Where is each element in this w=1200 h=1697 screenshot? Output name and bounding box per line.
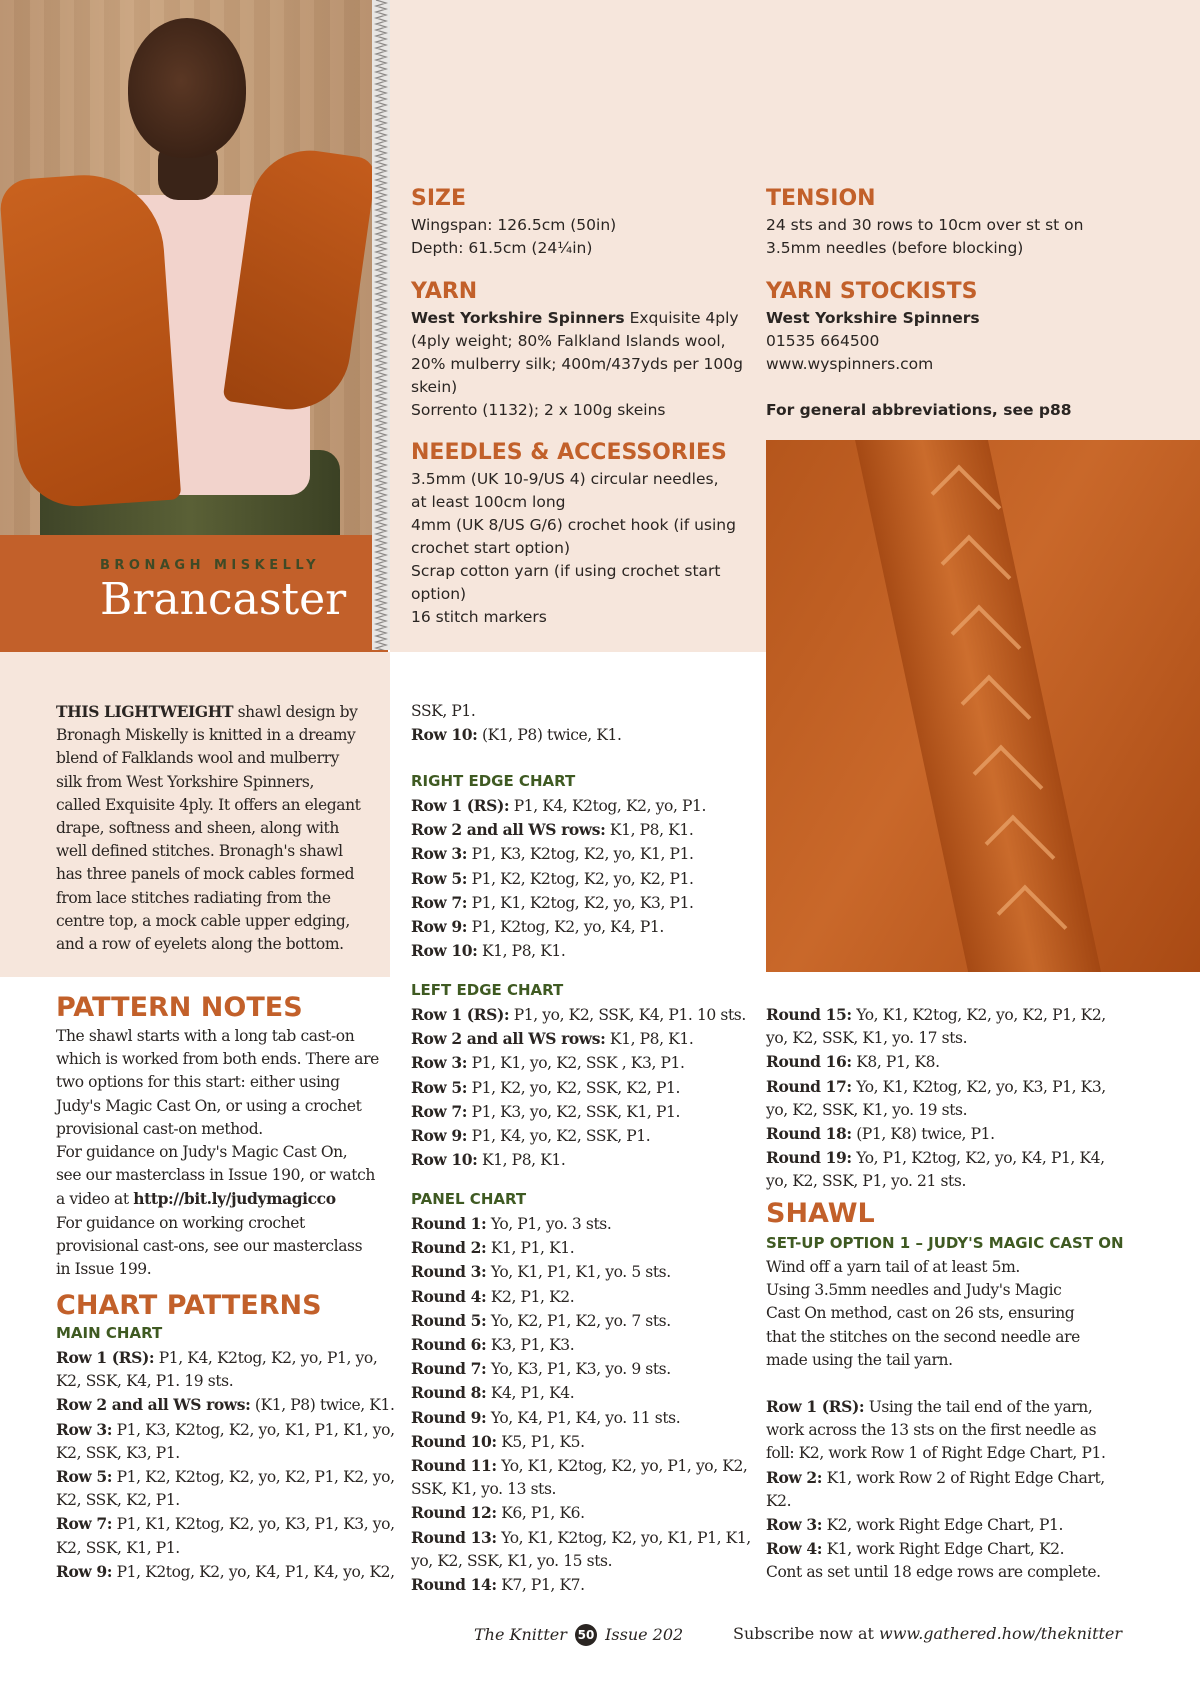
footer-subscribe: Subscribe now at www.gathered.how/theknitter [733,1624,1123,1643]
yarn-heading: YARN [411,279,478,304]
instruction-row: Row 7: P1, K3, yo, K2, SSK, K1, P1. [411,1101,680,1121]
main-chart-heading: MAIN CHART [56,1324,163,1342]
instruction-row: Row 1 (RS): P1, K4, K2tog, K2, yo, P1, yo, [56,1348,378,1367]
instruction-row: K2, SSK, K3, P1. [56,1443,180,1462]
instruction-row: Cont as set until 18 edge rows are complete. [766,1563,1101,1582]
panel-chart-rows-continued [766,1003,1106,1194]
main-chart-rows [56,1346,396,1584]
stockists-heading: YARN STOCKISTS [766,279,978,304]
instruction-row: Round 2: K1, P1, K1. [411,1238,575,1258]
instruction-row: Row 2: K1, work Row 2 of Right Edge Chart, [766,1467,1105,1487]
abbreviations-note: For general abbreviations, see p88 [766,401,1072,419]
instruction-row: Round 13: Yo, K1, K2tog, K2, yo, K1, P1, K1, [411,1527,751,1547]
pattern-notes-heading: PATTERN NOTES [56,992,303,1023]
shawl-rows [766,1395,1106,1585]
instruction-row: Round 19: Yo, P1, K2tog, K2, yo, K4, P1, K4, [766,1148,1105,1168]
instruction-row: work across the 13 sts on the first needle as [766,1421,1097,1440]
instruction-row: Row 10: K1, P8, K1. [411,941,566,961]
instruction-row: Round 4: K2, P1, K2. [411,1286,575,1306]
instruction-row: SSK, P1. [411,702,476,720]
chart-patterns-heading: CHART PATTERNS [56,1290,322,1321]
instruction-row: Row 10: K1, P8, K1. [411,1150,566,1170]
instruction-row: Row 5: P1, K2, yo, K2, SSK, K2, P1. [411,1077,680,1097]
magazine-name: The Knitter [474,1625,567,1644]
instruction-row: Round 9: Yo, K4, P1, K4, yo. 11 sts. [411,1407,681,1427]
instruction-row: yo, K2, SSK, K1, yo. 15 sts. [411,1551,613,1570]
instruction-row: Row 1 (RS): P1, yo, K2, SSK, K4, P1. 10 sts. [411,1005,746,1024]
video-link[interactable]: http://bit.ly/judymagicco [133,1189,336,1209]
left-edge-chart-heading: LEFT EDGE CHART [411,981,564,999]
issue-number: Issue 202 [605,1625,684,1644]
instruction-row: Round 14: K7, P1, K7. [411,1575,585,1595]
instruction-row: Row 2 and all WS rows: K1, P8, K1. [411,1029,694,1049]
model-photo [0,0,388,535]
tension-heading: TENSION [766,186,876,211]
instruction-row: yo, K2, SSK, K1, yo. 17 sts. [766,1029,968,1048]
instruction-row: Row 3: P1, K1, yo, K2, SSK , K3, P1. [411,1053,685,1073]
instruction-row: Round 3: Yo, K1, P1, K1, yo. 5 sts. [411,1262,671,1282]
instruction-row: Round 12: K6, P1, K6. [411,1503,585,1523]
instruction-row: Row 7: P1, K1, K2tog, K2, yo, K3, P1, K3, yo, [56,1514,395,1534]
left-edge-chart-rows [411,1003,761,1172]
designer-name: BRONAGH MISKELLY [100,558,321,573]
instruction-row: Row 5: P1, K2, K2tog, K2, yo, K2, P1. [411,868,694,888]
stitch-detail-photo [766,440,1200,972]
instruction-row: Round 6: K3, P1, K3. [411,1335,575,1355]
instruction-row: Row 3: P1, K3, K2tog, K2, yo, K1, P1, K1, yo, [56,1419,395,1439]
instruction-row: yo, K2, SSK, P1, yo. 21 sts. [766,1172,966,1191]
instruction-row: Round 8: K4, P1, K4. [411,1383,575,1403]
footer-issue [474,1624,683,1646]
right-edge-chart-heading: RIGHT EDGE CHART [411,772,576,790]
instruction-row: K2, SSK, K2, P1. [56,1491,180,1510]
instruction-row: Row 9: P1, K2tog, K2, yo, K4, P1. [411,917,664,937]
instruction-row: Round 10: K5, P1, K5. [411,1431,585,1451]
page-number: 50 [575,1624,597,1646]
instruction-row: Row 3: K2, work Right Edge Chart, P1. [766,1515,1063,1535]
instruction-row: Row 1 (RS): P1, K4, K2tog, K2, yo, P1. [411,796,707,815]
stockists-details: West Yorkshire Spinners 01535 664500 www.wyspinners.com For general abbreviations, see p88 [766,309,1072,419]
setup-option-heading: SET-UP OPTION 1 – JUDY'S MAGIC CAST ON [766,1234,1124,1252]
instruction-row: Round 16: K8, P1, K8. [766,1052,940,1072]
instruction-row: Row 5: P1, K2, K2tog, K2, yo, K2, P1, K2, yo, [56,1467,395,1487]
instruction-row: Round 11: Yo, K1, K2tog, K2, yo, P1, yo, K2, [411,1456,748,1476]
instruction-row: Row 9: P1, K4, yo, K2, SSK, P1. [411,1126,651,1146]
main-chart-rows-continued [411,700,761,747]
size-heading: SIZE [411,186,467,211]
instruction-row: Round 17: Yo, K1, K2tog, K2, yo, K3, P1, K3, [766,1076,1106,1096]
right-edge-chart-rows [411,794,761,963]
intro-paragraph: THIS LIGHTWEIGHT shawl design by Bronagh Miskelly is knitted in a dreamy blend of Falklands wool and mulberry silk from West Yorkshire Spinners, called Exquisite 4ply. It offers an elegant drape, softness and sheen, along with well defined stitches. Bronagh's shawl has three panels of mock cables formed from lace stitches radiating from the centre top, a mock cable upper edging, and a row of eyelets along the bottom. [56,702,361,954]
instruction-row: Row 9: P1, K2tog, K2, yo, K4, P1, K4, yo, K2, [56,1561,395,1581]
instruction-row: K2, SSK, K4, P1. 19 sts. [56,1372,234,1391]
instruction-row: Round 1: Yo, P1, yo. 3 sts. [411,1214,612,1233]
needles-details: 3.5mm (UK 10-9/US 4) circular needles, at least 100cm long 4mm (UK 8/US G/6) crochet hook (if using crochet start option) Scrap cotton yarn (if using crochet start option) 16 stitch markers [411,470,736,626]
subscribe-link[interactable]: www.gathered.how/theknitter [879,1624,1123,1643]
instruction-row: yo, K2, SSK, K1, yo. 19 sts. [766,1100,968,1119]
pattern-title: Brancaster [100,574,347,625]
instruction-row: Round 7: Yo, K3, P1, K3, yo. 9 sts. [411,1359,671,1379]
needles-heading: NEEDLES & ACCESSORIES [411,440,727,465]
instruction-row: Round 18: (P1, K8) twice, P1. [766,1124,995,1144]
instruction-row: Row 1 (RS): Using the tail end of the yarn, [766,1397,1093,1416]
instruction-row: Row 3: P1, K3, K2tog, K2, yo, K1, P1. [411,844,694,864]
instruction-row: Round 5: Yo, K2, P1, K2, yo. 7 sts. [411,1310,671,1330]
tension-details: 24 sts and 30 rows to 10cm over st st on 3.5mm needles (before blocking) [766,216,1084,257]
size-details: Wingspan: 126.5cm (50in) Depth: 61.5cm (24¼in) [411,216,617,257]
instruction-row: Row 2 and all WS rows: (K1, P8) twice, K1. [56,1395,395,1415]
yarn-details: West Yorkshire Spinners Exquisite 4ply (4ply weight; 80% Falkland Islands wool, 20% mulberry silk; 400m/437yds per 100g skein) Sorrento (1132); 2 x 100g skeins [411,309,743,419]
instruction-row: K2, SSK, K1, P1. [56,1538,180,1557]
instruction-row: K2. [766,1491,792,1510]
instruction-row: Row 7: P1, K1, K2tog, K2, yo, K3, P1. [411,892,694,912]
instruction-row: Row 4: K1, work Right Edge Chart, K2. [766,1539,1065,1559]
instruction-row: Row 10: (K1, P8) twice, K1. [411,725,622,745]
pattern-notes-text: The shawl starts with a long tab cast-on which is worked from both ends. There are two options for this start: either using Judy's Magic Cast On, or using a crochet provisional cast-on method. For guidance on Judy's Magic Cast On, see our masterclass in Issue 190, or watch a video at http://bit.ly/judymagicco For guidance on working crochet provisional cast-ons, see our masterclass in Issue 199. [56,1027,379,1279]
shawl-heading: SHAWL [766,1198,875,1229]
stockists-website: www.wyspinners.com [766,355,934,373]
setup-instructions: Wind off a yarn tail of at least 5m. Using 3.5mm needles and Judy's Magic Cast On method, cast on 26 sts, ensuring that the stitches on the second needle are made using the tail yarn. [766,1258,1080,1369]
zigzag-edge [372,0,390,650]
panel-chart-heading: PANEL CHART [411,1190,527,1208]
instruction-row: Round 15: Yo, K1, K2tog, K2, yo, K2, P1, K2, [766,1005,1106,1024]
instruction-row: SSK, K1, yo. 13 sts. [411,1480,557,1499]
instruction-row: Row 2 and all WS rows: K1, P8, K1. [411,820,694,840]
instruction-row: foll: K2, work Row 1 of Right Edge Chart, P1. [766,1444,1106,1463]
panel-chart-rows [411,1212,761,1597]
